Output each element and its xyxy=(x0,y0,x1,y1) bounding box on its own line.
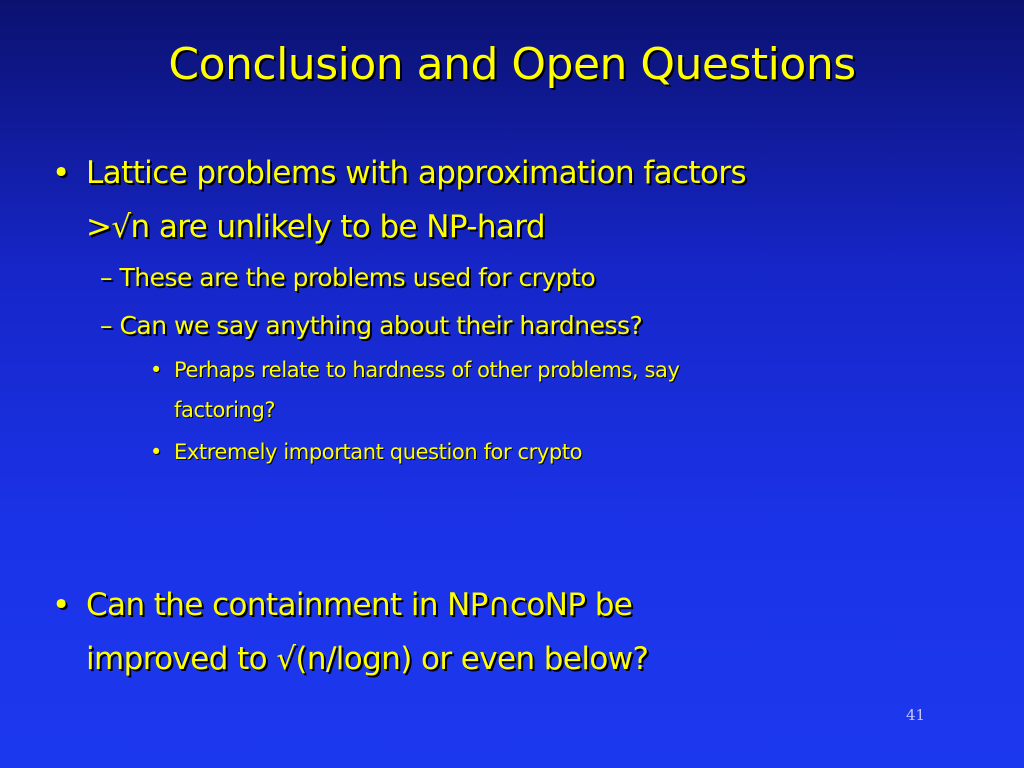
bullet-line: >√n are unlikely to be NP-hard xyxy=(86,209,545,245)
bullet-marker-icon: • xyxy=(52,155,70,191)
bullet-text xyxy=(86,146,952,254)
sub-sub-bullet-item xyxy=(150,350,910,430)
slide-title: Conclusion and Open Questions xyxy=(168,39,856,90)
bullet-text xyxy=(86,578,952,686)
sub-bullet-item xyxy=(100,302,950,350)
sub-sub-bullet-line: factoring? xyxy=(174,398,276,422)
page-number: 41 xyxy=(906,706,926,724)
dash-marker-icon: – xyxy=(100,263,112,292)
sub-sub-bullet-line: Perhaps relate to hardness of other problems, say xyxy=(174,358,680,382)
sub-sub-bullet-text xyxy=(174,350,910,430)
dash-marker-icon: – xyxy=(100,311,112,340)
bullet-marker-icon: • xyxy=(52,587,70,623)
sub-bullet-text: Can we say anything about their hardness? xyxy=(119,311,643,340)
sub-bullet-text: These are the problems used for crypto xyxy=(119,263,596,292)
sub-bullet-item xyxy=(100,254,950,302)
bullet-line: improved to √(n/logn) or even below? xyxy=(86,641,649,677)
bullet-line: Lattice problems with approximation factors xyxy=(86,155,747,191)
sub-sub-bullet-item xyxy=(150,432,910,472)
bullet-item xyxy=(52,578,952,686)
bullet-marker-icon: • xyxy=(150,358,162,382)
sub-sub-bullet-line: Extremely important question for crypto xyxy=(174,440,583,464)
bullet-line: Can the containment in NP∩coNP be xyxy=(86,587,633,623)
sub-sub-bullet-text xyxy=(174,432,910,472)
bullet-item xyxy=(52,146,952,254)
bullet-marker-icon: • xyxy=(150,440,162,464)
